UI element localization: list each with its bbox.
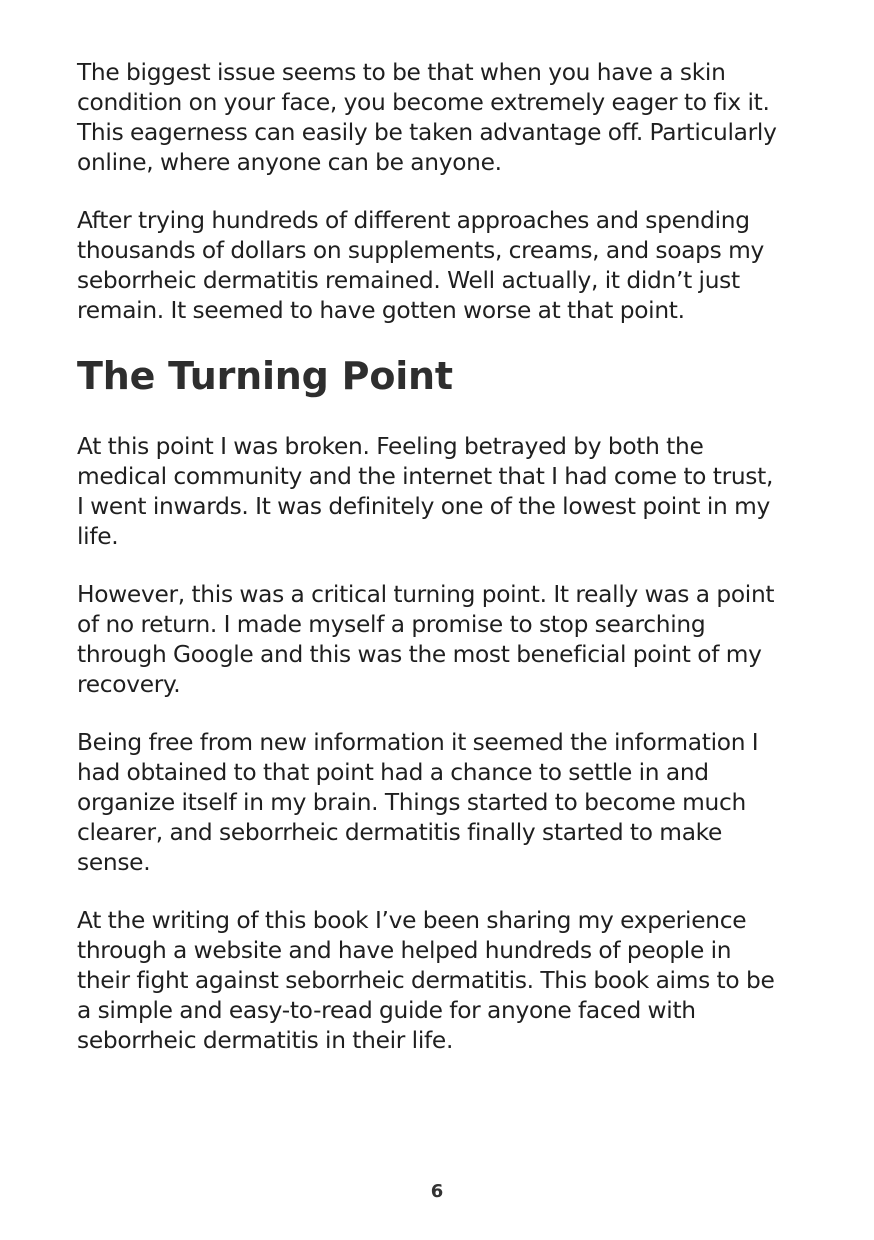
paragraph-tried-approaches: After trying hundreds of different approaches and spending thousands of dollars on supplements, creams, and soaps my seborrheic dermatitis remained. Well actually, it didn’t just remain. It seemed to have gotten worse at that point. [77,207,764,324]
paragraph-broken: At this point I was broken. Feeling betrayed by both the medical community and the internet that I had come to trust, I went inwards. It was definitely one of the lowest point in my life. [77,433,774,550]
paragraph-critical-turning-point: However, this was a critical turning point. It really was a point of no return. I made myself a promise to stop searching through Google and this was the most beneficial point of my recovery. [77,581,775,698]
section-heading: The Turning Point [77,354,453,398]
page-number: 6 [430,1181,444,1202]
paragraph-book-aims: At the writing of this book I’ve been sharing my experience through a website and have helped hundreds of people in their fight against seborrheic dermatitis. This book aims to be a simple and easy-to-read guide for anyone faced with seborrheic dermatitis in their life. [77,907,775,1054]
paragraph-skin-condition-eagerness: The biggest issue seems to be that when you have a skin condition on your face, you become extremely eager to fix it. This eagerness can easily be taken advantage off. Particularly online, where anyone can be anyone. [77,59,777,176]
document-page [77,58,802,1084]
paragraph-free-from-information: Being free from new information it seemed the information I had obtained to that point had a chance to settle in and organize itself in my brain. Things started to become much clearer, and seborrheic dermatitis finally started to make sense. [77,729,759,876]
